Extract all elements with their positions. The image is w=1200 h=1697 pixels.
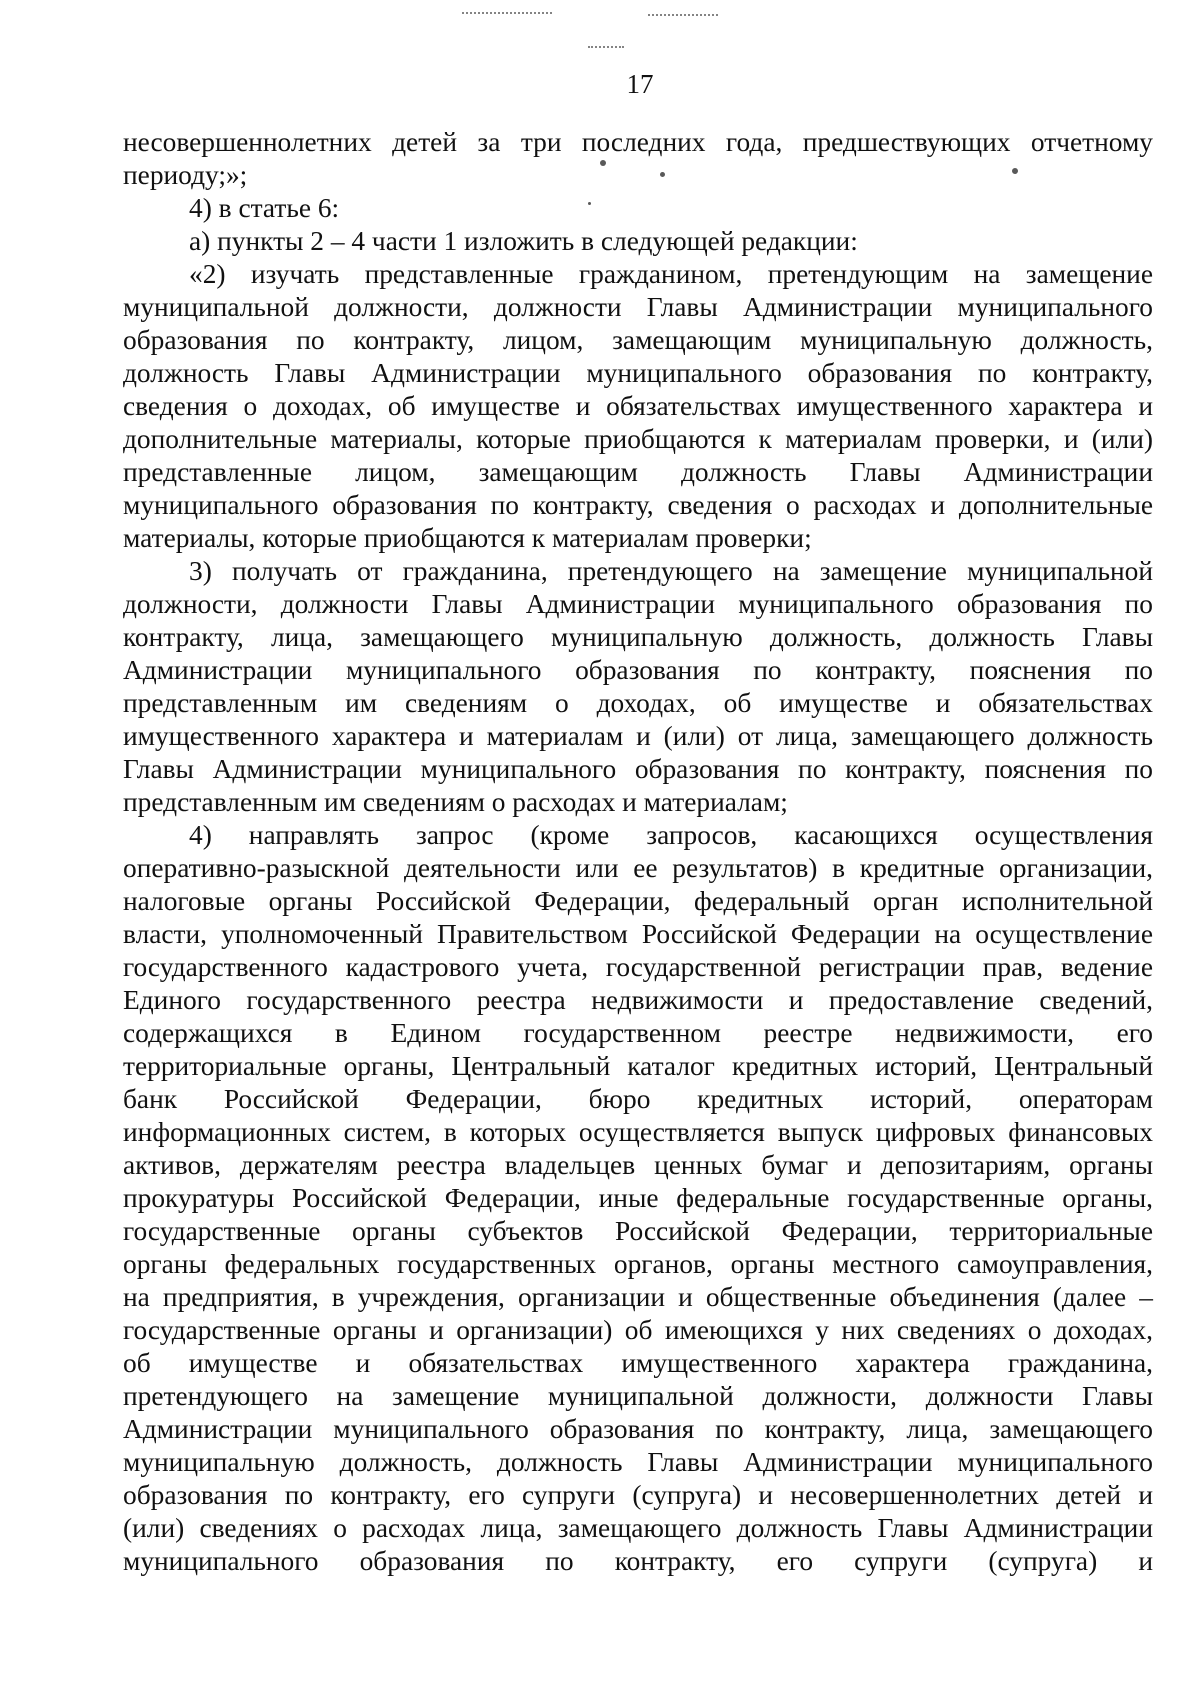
text-line: налоговые органы Российской Федерации, федеральный орган исполнительной [123, 886, 1153, 916]
document-body [123, 126, 1153, 1578]
text-line: (или) сведениях о расходах лица, замещающего должность Главы Администрации [123, 1513, 1153, 1543]
text-line: содержащихся в Едином государственном реестре недвижимости, его [123, 1018, 1153, 1048]
text-line: государственного кадастрового учета, государственной регистрации прав, ведение [123, 952, 1153, 982]
text-line: представленным им сведениям о доходах, об имуществе и обязательствах [123, 688, 1153, 718]
text-line: государственные органы и организации) об имеющихся у них сведениях о доходах, [123, 1315, 1153, 1345]
text-line: дополнительные материалы, которые приобщаются к материалам проверки, и (или) [123, 424, 1153, 454]
text-line: Главы Администрации муниципального образования по контракту, пояснения по [123, 754, 1153, 784]
text-line: оперативно-разыскной деятельности или ее результатов) в кредитные организации, [123, 853, 1153, 883]
text-line: образования по контракту, его супруги (супруга) и несовершеннолетних детей и [123, 1480, 1153, 1510]
text-line: периоду;»; [123, 160, 248, 190]
text-line: претендующего на замещение муниципальной должности, должности Главы [123, 1381, 1153, 1411]
text-line: образования по контракту, лицом, замещающим муниципальную должность, [123, 325, 1153, 355]
scan-artifact [462, 12, 552, 14]
text-line: сведения о доходах, об имуществе и обязательствах имущественного характера и [123, 391, 1153, 421]
text-line: власти, уполномоченный Правительством Российской Федерации на осуществление [123, 919, 1153, 949]
text-line: муниципального образования по контракту, его супруги (супруга) и [123, 1546, 1153, 1576]
text-line: муниципального образования по контракту, сведения о расходах и дополнительные [123, 490, 1153, 520]
text-line: 4) направлять запрос (кроме запросов, касающихся осуществления [189, 820, 1153, 850]
text-line: должность Главы Администрации муниципального образования по контракту, [123, 358, 1153, 388]
text-line: муниципальную должность, должность Главы Администрации муниципального [123, 1447, 1153, 1477]
text-line: органы федеральных государственных органов, органы местного самоуправления, [123, 1249, 1153, 1279]
text-line: Администрации муниципального образования по контракту, пояснения по [123, 655, 1153, 685]
scan-artifact [648, 14, 718, 16]
text-line: должности, должности Главы Администрации муниципального образования по [123, 589, 1153, 619]
text-line: а) пункты 2 – 4 части 1 изложить в следующей редакции: [189, 226, 858, 256]
text-line: контракту, лица, замещающего муниципальную должность, должность Главы [123, 622, 1153, 652]
text-line: об имуществе и обязательствах имущественного характера гражданина, [123, 1348, 1153, 1378]
text-line: 3) получать от гражданина, претендующего на замещение муниципальной [189, 556, 1153, 586]
page-number: 17 [626, 69, 654, 99]
text-line: муниципальной должности, должности Главы Администрации муниципального [123, 292, 1153, 322]
text-line: представленные лицом, замещающим должность Главы Администрации [123, 457, 1153, 487]
scan-artifact [588, 46, 624, 48]
text-line: на предприятия, в учреждения, организации и общественные объединения (далее – [123, 1282, 1153, 1312]
text-line: государственные органы субъектов Российской Федерации, территориальные [123, 1216, 1153, 1246]
text-line: 4) в статье 6: [189, 193, 340, 223]
text-line: прокуратуры Российской Федерации, иные федеральные государственные органы, [123, 1183, 1153, 1213]
text-line: Администрации муниципального образования по контракту, лица, замещающего [123, 1414, 1153, 1444]
text-line: территориальные органы, Центральный каталог кредитных историй, Центральный [123, 1051, 1153, 1081]
text-line: несовершеннолетних детей за три последних года, предшествующих отчетному [123, 127, 1153, 157]
text-line: имущественного характера и материалам и (или) от лица, замещающего должность [123, 721, 1153, 751]
text-line: материалы, которые приобщаются к материалам проверки; [123, 523, 812, 553]
text-line: активов, держателям реестра владельцев ценных бумаг и депозитариям, органы [123, 1150, 1153, 1180]
text-line: Единого государственного реестра недвижимости и предоставление сведений, [123, 985, 1153, 1015]
text-line: представленным им сведениям о расходах и материалам; [123, 787, 788, 817]
text-line: «2) изучать представленные гражданином, претендующим на замещение [189, 259, 1153, 289]
text-line: информационных систем, в которых осуществляется выпуск цифровых финансовых [123, 1117, 1153, 1147]
text-line: банк Российской Федерации, бюро кредитных историй, операторам [123, 1084, 1153, 1114]
